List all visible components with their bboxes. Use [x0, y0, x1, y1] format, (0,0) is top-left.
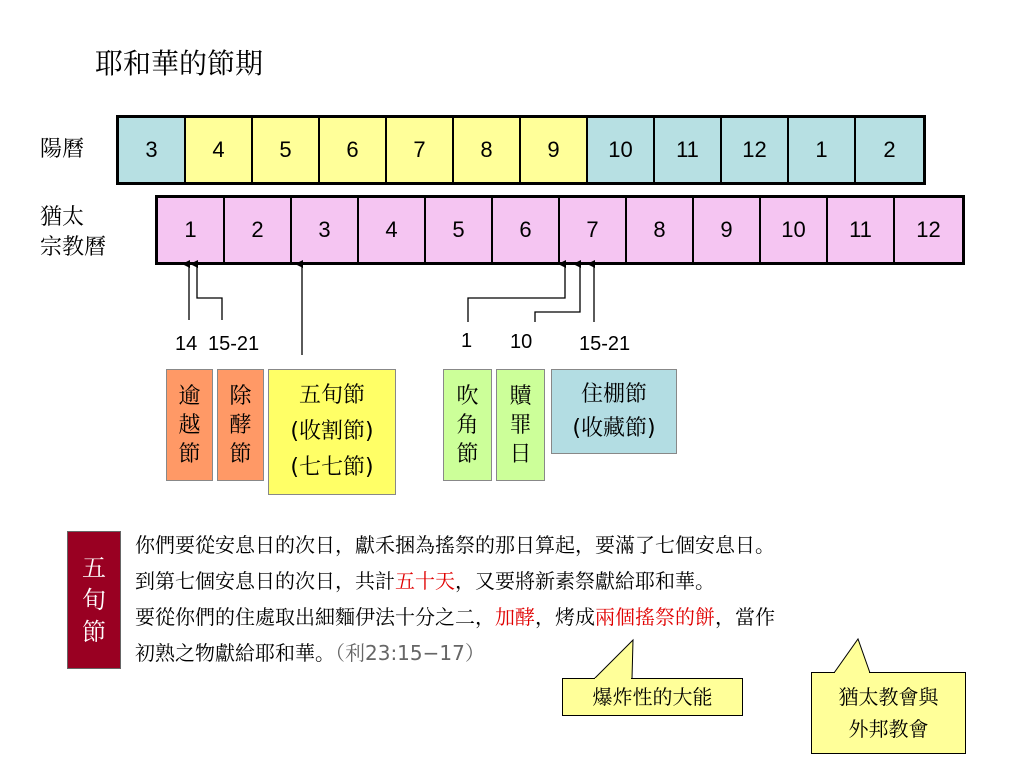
atonement-char: 日 [509, 441, 532, 467]
trumpets-char: 角 [456, 412, 479, 438]
section-label-char: 節 [82, 618, 106, 646]
passover-char: 越 [178, 412, 201, 438]
passover-char: 逾 [178, 383, 201, 409]
gregorian-month-cell: 12 [722, 118, 789, 182]
atonement-char: 罪 [509, 412, 532, 438]
gregorian-month-cell: 6 [320, 118, 387, 182]
verse-text: 初熟之物獻給耶和華。 [135, 641, 335, 665]
verse-text: 到第七個安息日的次日，共計 [135, 569, 395, 593]
unleavened-char: 節 [229, 441, 252, 467]
verse-highlight-fifty-days: 五十天 [395, 569, 455, 593]
church-callout-line: 猶太教會與 [838, 685, 939, 709]
verse-text: ，當作 [715, 605, 775, 629]
gregorian-month-cell: 11 [655, 118, 722, 182]
tabernacles-line: 住棚節 [580, 381, 647, 407]
jewish-month-cell: 4 [359, 198, 426, 262]
pentecost-line: 五旬節 [298, 383, 365, 408]
jewish-month-cell: 10 [761, 198, 828, 262]
jewish-month-cell: 8 [627, 198, 694, 262]
gregorian-month-cell: 9 [521, 118, 588, 182]
jewish-month-cell: 11 [828, 198, 895, 262]
trumpets-char: 吹 [456, 383, 479, 409]
unleavened-char: 酵 [229, 412, 252, 438]
pentecost-line: (收割節) [290, 419, 374, 444]
gregorian-month-cell: 2 [856, 118, 923, 182]
gregorian-month-cell: 5 [253, 118, 320, 182]
jewish-month-cell: 9 [694, 198, 761, 262]
gregorian-month-cell: 7 [387, 118, 454, 182]
unleavened-char: 除 [229, 383, 252, 409]
church-callout-line: 外邦教會 [848, 717, 929, 741]
day-label-15-21-autumn: 15-21 [579, 333, 631, 355]
pentecost-line: (七七節) [290, 455, 374, 480]
trumpets-char: 節 [456, 441, 479, 467]
day-label-1: 1 [461, 330, 473, 352]
leaven-callout-text: 爆炸性的大能 [592, 685, 713, 709]
day-label-14: 14 [175, 333, 198, 355]
gregorian-row-label: 陽曆 [40, 137, 85, 162]
atonement-char: 贖 [509, 383, 532, 409]
section-label-char: 旬 [82, 586, 106, 614]
jewish-row-label-line1: 猶太 [40, 205, 85, 230]
gregorian-month-cell: 8 [454, 118, 521, 182]
gregorian-month-cell: 10 [588, 118, 655, 182]
day-label-10: 10 [510, 331, 533, 353]
verse-text: 要從你們的住處取出細麵伊法十分之二， [135, 605, 495, 629]
passover-char: 節 [178, 441, 201, 467]
gregorian-month-cell: 3 [119, 118, 186, 182]
verse-text: ，烤成 [535, 605, 595, 629]
jewish-row-label-line2: 宗教曆 [40, 235, 107, 260]
verse-text: 你們要從安息日的次日，獻禾捆為搖祭的那日算起，要滿了七個安息日。 [135, 533, 775, 557]
day-label-15-21: 15-21 [208, 333, 260, 355]
verse-highlight-leaven: 加酵 [495, 605, 535, 629]
gregorian-month-cell: 4 [186, 118, 253, 182]
jewish-month-cell: 1 [158, 198, 225, 262]
section-label-char: 五 [82, 554, 106, 582]
jewish-month-cell: 3 [292, 198, 359, 262]
jewish-month-cell: 5 [426, 198, 493, 262]
page-title: 耶和華的節期 [95, 47, 264, 80]
jewish-month-cell: 2 [225, 198, 292, 262]
tabernacles-line: (收藏節) [572, 415, 656, 441]
jewish-month-cell: 7 [560, 198, 627, 262]
jewish-month-cell: 6 [493, 198, 560, 262]
verse-reference: （利23:15−17） [335, 641, 485, 665]
gregorian-month-cell: 1 [789, 118, 856, 182]
jewish-month-cell: 12 [895, 198, 962, 262]
verse-text: ，又要將新素祭獻給耶和華。 [455, 569, 715, 593]
verse-highlight-two-loaves: 兩個搖祭的餅 [595, 605, 715, 629]
